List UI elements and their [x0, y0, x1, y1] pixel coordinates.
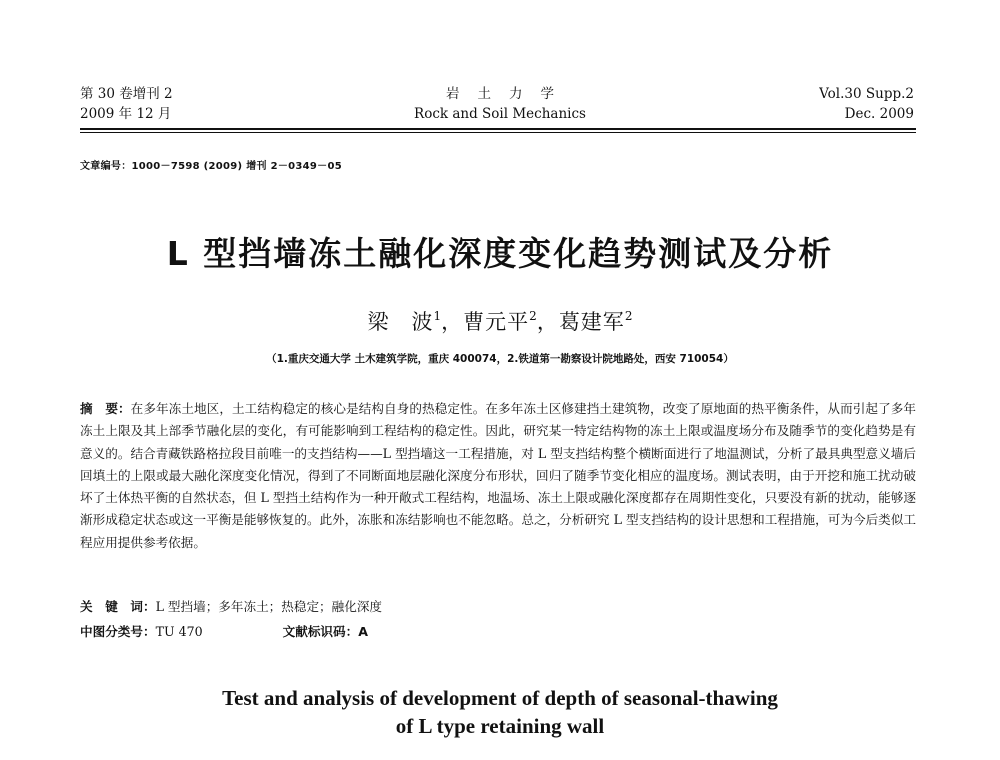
author-separator: ， [441, 310, 464, 334]
author-affiliation-mark: 2 [529, 309, 537, 323]
abstract-text: 在多年冻土地区，土工结构稳定的核心是结构自身的热稳定性。在多年冻土区修建挡土建筑物，改变了原地面的热平衡条件，从而引起了多年冻土上限及其上部季节融化层的变化，有可能影响到工程结构的稳定性。因此，研究某一特定结构物的冻土上限或温度场分布及随季节的变化趋势是有意义的。结合青藏铁路格拉段目前唯一的支挡结构——L 型挡墙这一工程措施，对 L 型支挡结构整个横断面进行了地温测试，分析了最具典型意义墙后回填土的上限或最大融化深度变化情况，得到了不同断面地层融化深度分布形状，回归了随季节变化相应的温度场。测试表明，由于开挖和施工扰动破坏了土体热平衡的自然状态，但 L 型挡土结构作为一种开敞式工程结构，地温场、冻土上限或融化深度都存在周期性变化，只要没有新的扰动，能够逐渐形成稳定状态或这一平衡是能够恢复的。此外，冻胀和冻结影响也不能忽略。总之，分析研究 L 型支挡结构的设计思想和工程措施，可为今后类似工程应用提供参考依据。 [80, 401, 917, 550]
abstract [80, 398, 916, 554]
keywords [80, 597, 382, 617]
clc-label: 中图分类号： [80, 624, 156, 639]
journal-name-en: Rock and Soil Mechanics [414, 106, 586, 122]
journal-issue-info-en [819, 84, 914, 124]
doc-code-value: A [358, 624, 368, 639]
clc-value: TU 470 [155, 624, 203, 639]
author-list [0, 306, 1000, 336]
author-affiliation-mark: 2 [624, 309, 633, 323]
english-title [0, 684, 1000, 740]
date-en: Dec. 2009 [844, 106, 914, 122]
header-rule-thin [80, 132, 916, 133]
classification-line [80, 622, 368, 642]
abstract-label: 摘 要： [80, 401, 131, 416]
volume-cn: 第 30 卷增刊 2 [80, 86, 173, 102]
english-title-line: of L type retaining wall [395, 714, 605, 738]
author-name: 梁 波 [367, 310, 434, 334]
author-name: 曹元平 [463, 310, 530, 334]
doc-code-label: 文献标识码： [282, 624, 359, 639]
author-name: 葛建军 [558, 310, 625, 334]
author-affiliation-mark: 1 [433, 309, 442, 323]
author-separator: ， [536, 310, 559, 334]
article-number: 文章编号：1000－7598 (2009) 增刊 2－0349－05 [80, 161, 342, 172]
keywords-text: L 型挡墙；多年冻土；热稳定；融化深度 [155, 599, 383, 614]
keywords-label: 关 键 词： [80, 599, 156, 614]
journal-name-cn: 岩土力学 [446, 86, 572, 102]
header-rule-thick [80, 128, 916, 130]
affiliations: （1.重庆交通大学 土木建筑学院，重庆 400074，2.铁道第一勘察设计院地路处，西安 710054） [266, 353, 734, 365]
english-title-line: Test and analysis of development of depth of seasonal-thawing [222, 686, 778, 710]
paper-title: L 型挡墙冻土融化深度变化趋势测试及分析 [166, 234, 834, 273]
volume-en: Vol.30 Supp.2 [819, 86, 914, 102]
date-cn: 2009 年 12 月 [80, 106, 172, 122]
